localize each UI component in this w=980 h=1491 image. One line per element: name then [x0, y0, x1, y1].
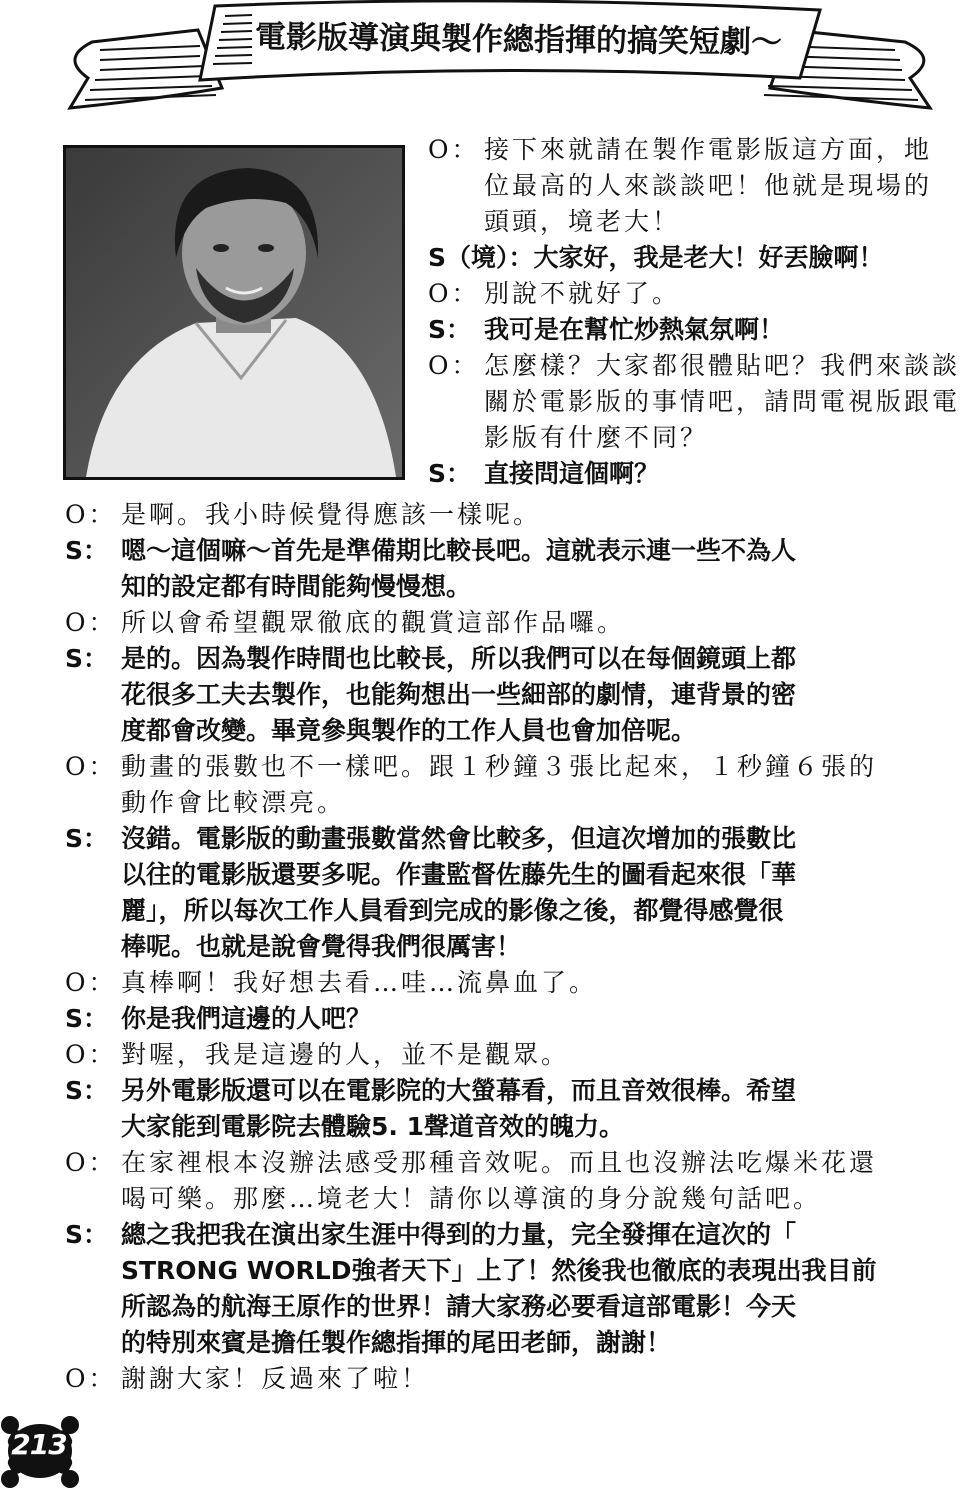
- dialogue-text: 真棒啊！我好想去看…哇…流鼻血了。: [121, 968, 598, 997]
- dialogue-line: [65, 1109, 624, 1145]
- dialogue-text: 頭頭，境老大！: [484, 207, 681, 236]
- speaker-label: S：: [65, 644, 109, 673]
- dialogue-line: [428, 420, 708, 456]
- speaker-label: S：: [428, 315, 472, 344]
- dialogue-text: 麗」，所以每次工作人員看到完成的影像之後，都覺得感覺很: [121, 896, 784, 925]
- dialogue-text: 知的設定都有時間能夠慢慢想。: [121, 572, 472, 601]
- dialogue-line: [428, 168, 932, 204]
- page-number: 213: [11, 1428, 67, 1461]
- dialogue-line: [65, 1073, 796, 1109]
- portrait-illustration: [66, 148, 402, 477]
- speaker-label: S：: [65, 1076, 109, 1105]
- dialogue-text: 謝謝大家！反過來了啦！: [121, 1364, 430, 1393]
- dialogue-text: 直接問這個啊？: [484, 459, 660, 488]
- dialogue-text: 大家好，我是老大！好丟臉啊！: [533, 243, 884, 272]
- dialogue-line: [65, 1253, 876, 1289]
- speaker-label: O：: [428, 351, 480, 380]
- dialogue-text: 所以會希望觀眾徹底的觀賞這部作品囉。: [121, 608, 626, 637]
- dialogue-text: 大家能到電影院去體驗5. 1聲道音效的魄力。: [121, 1112, 624, 1141]
- speaker-label: S：: [65, 824, 109, 853]
- dialogue-line: [428, 384, 960, 420]
- speaker-label: O：: [65, 608, 117, 637]
- speaker-label: S：: [65, 536, 109, 565]
- dialogue-line: [65, 893, 784, 929]
- speaker-label: O：: [65, 752, 117, 781]
- speaker-label: S：: [65, 1220, 109, 1249]
- director-photo: [63, 145, 405, 480]
- dialogue-text: 動作會比較漂亮。: [121, 788, 346, 817]
- speaker-label: O：: [65, 968, 117, 997]
- dialogue-text: 是啊。我小時候覺得應該一樣呢。: [121, 500, 542, 529]
- dialogue-text: 你是我們這邊的人吧？: [121, 1004, 372, 1033]
- dialogue-line: [65, 1361, 429, 1397]
- dialogue-text: 對喔，我是這邊的人，並不是觀眾。: [121, 1040, 570, 1069]
- dialogue-line: [428, 204, 680, 240]
- dialogue-line: [65, 857, 796, 893]
- banner-title: 電影版導演與製作總指揮的搞笑短劇～: [254, 19, 783, 61]
- dialogue-line: [65, 1145, 877, 1181]
- dialogue-line: [65, 785, 345, 821]
- dialogue-text: 另外電影版還可以在電影院的大螢幕看，而且音效很棒。希望: [121, 1076, 797, 1105]
- dialogue-text: 度都會改變。畢竟參與製作的工作人員也會加倍呢。: [121, 716, 697, 745]
- dialogue-text: 影版有什麼不同？: [484, 423, 709, 452]
- speaker-label: S（境）：: [428, 243, 534, 272]
- dialogue-line: [65, 497, 541, 533]
- dialogue-text: STRONG WORLD強者天下」上了！然後我也徹底的表現出我目前: [121, 1256, 877, 1285]
- dialogue-text: 我可是在幫忙炒熱氣氛啊！: [484, 315, 785, 344]
- dialogue-text: 在家裡根本沒辦法感受那種音效呢。而且也沒辦法吃爆米花還: [121, 1148, 878, 1177]
- dialogue-line: [428, 276, 680, 312]
- dialogue-line: [65, 1001, 371, 1037]
- dialogue-line: [428, 132, 932, 168]
- dialogue-line: [65, 569, 471, 605]
- dialogue-line: [65, 929, 521, 965]
- dialogue-text: 接下來就請在製作電影版這方面，地: [484, 135, 933, 164]
- dialogue-line: [65, 1217, 796, 1253]
- dialogue-line: [428, 456, 659, 492]
- dialogue-text: 關於電影版的事情吧，請問電視版跟電: [484, 387, 961, 416]
- speaker-label: S：: [428, 459, 472, 488]
- dialogue-text: 別說不就好了。: [484, 279, 681, 308]
- dialogue-line: [65, 821, 796, 857]
- speaker-label: O：: [65, 1040, 117, 1069]
- dialogue-text: 以往的電影版還要多呢。作畫監督佐藤先生的圖看起來很「華: [121, 860, 797, 889]
- dialogue-text: 動畫的張數也不一樣吧。跟１秒鐘３張比起來，１秒鐘６張的: [121, 752, 878, 781]
- dialogue-line: [65, 965, 597, 1001]
- dialogue-text: 沒錯。電影版的動畫張數當然會比較多，但這次增加的張數比: [121, 824, 797, 853]
- dialogue-line: [65, 605, 625, 641]
- dialogue-line: [65, 1037, 569, 1073]
- dialogue-text: 喝可樂。那麼…境老大！請你以導演的身分說幾句話吧。: [121, 1184, 822, 1213]
- dialogue-line: [65, 749, 877, 785]
- dialogue-text: 棒呢。也就是說會覺得我們很厲害！: [121, 932, 522, 961]
- dialogue-text: 嗯～這個嘛～首先是準備期比較長吧。這就表示連一些不為人: [121, 536, 797, 565]
- dialogue-line: [65, 1325, 671, 1361]
- dialogue-line: [65, 1181, 821, 1217]
- dialogue-text: 怎麼樣？大家都很體貼吧？我們來談談: [484, 351, 961, 380]
- dialogue-text: 所認為的航海王原作的世界！請大家務必要看這部電影！今天: [121, 1292, 797, 1321]
- dialogue-line: [65, 533, 796, 569]
- dialogue-line: [65, 1289, 796, 1325]
- dialogue-line: [65, 713, 696, 749]
- dialogue-text: 是的。因為製作時間也比較長，所以我們可以在每個鏡頭上都: [121, 644, 797, 673]
- speaker-label: S：: [65, 1004, 109, 1033]
- dialogue-line: [428, 240, 884, 276]
- dialogue-text: 位最高的人來談談吧！他就是現場的: [484, 171, 933, 200]
- dialogue-text: 總之我把我在演出家生涯中得到的力量，完全發揮在這次的「: [121, 1220, 797, 1249]
- speaker-label: O：: [65, 1364, 117, 1393]
- dialogue-line: [428, 312, 784, 348]
- dialogue-line: [65, 641, 796, 677]
- speaker-label: O：: [428, 279, 480, 308]
- dialogue-line: [428, 348, 960, 384]
- speaker-label: O：: [65, 1148, 117, 1177]
- dialogue-line: [65, 677, 796, 713]
- speaker-label: O：: [65, 500, 117, 529]
- speaker-label: O：: [428, 135, 480, 164]
- dialogue-text: 花很多工夫去製作，也能夠想出一些細部的劇情，連背景的密: [121, 680, 797, 709]
- dialogue-text: 的特別來賓是擔任製作總指揮的尾田老師，謝謝！: [121, 1328, 672, 1357]
